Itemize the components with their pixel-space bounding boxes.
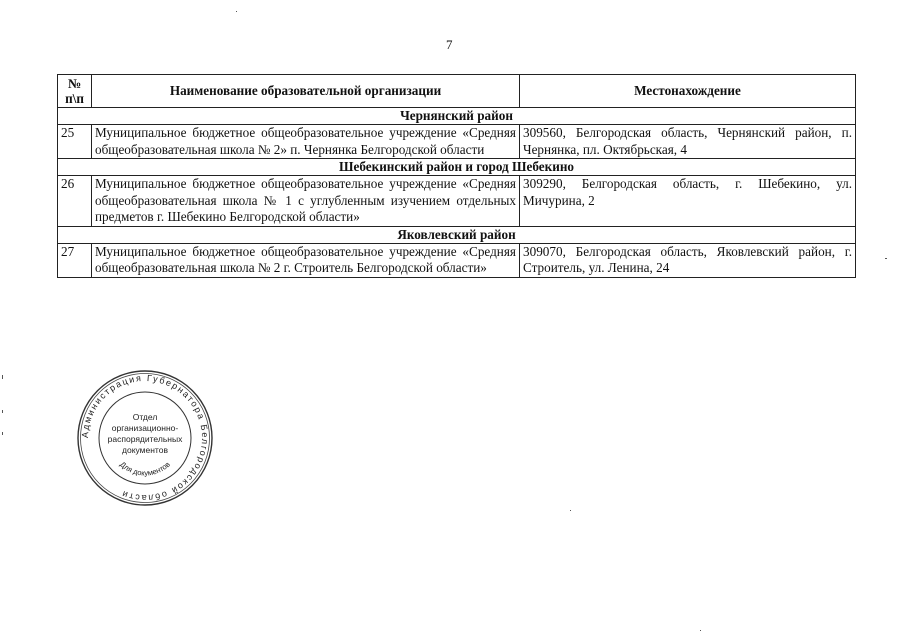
stamp-bottom-text: Для документов bbox=[118, 459, 172, 478]
header-number-line2: п\п bbox=[65, 91, 84, 106]
header-number-line1: № bbox=[67, 76, 82, 91]
organization-location: 309290, Белгородская область, г. Шебекино, ул. Мичурина, 2 bbox=[520, 176, 856, 227]
scan-speck bbox=[885, 258, 887, 259]
organization-location: 309070, Белгородская область, Яковлевский район, г. Строитель, ул. Ленина, 24 bbox=[520, 243, 856, 277]
header-number bbox=[58, 75, 92, 108]
district-name: Шебекинский район и город Шебекино bbox=[58, 159, 856, 176]
row-number: 26 bbox=[58, 176, 92, 227]
district-row bbox=[58, 226, 856, 243]
row-number: 25 bbox=[58, 125, 92, 159]
district-row bbox=[58, 159, 856, 176]
scan-speck bbox=[2, 410, 3, 413]
stamp-inner-line: организационно- bbox=[111, 423, 179, 433]
page-number: 7 bbox=[446, 37, 453, 52]
district-name: Яковлевский район bbox=[58, 226, 856, 243]
scan-speck bbox=[2, 375, 3, 379]
table-row bbox=[58, 125, 856, 159]
table-row bbox=[58, 176, 856, 227]
stamp-inner-line: распорядительных bbox=[107, 434, 183, 444]
scan-speck bbox=[2, 432, 3, 435]
organizations-table bbox=[57, 74, 856, 278]
header-organization-name: Наименование образовательной организации bbox=[92, 75, 520, 108]
header-location: Местонахождение bbox=[520, 75, 856, 108]
official-stamp bbox=[75, 368, 215, 508]
scan-speck bbox=[700, 630, 701, 631]
organization-name: Муниципальное бюджетное общеобразовательное учреждение «Средняя общеобразовательная школа № 2» п. Чернянка Белгородской области bbox=[92, 125, 520, 159]
organization-location: 309560, Белгородская область, Чернянский район, п. Чернянка, пл. Октябрьская, 4 bbox=[520, 125, 856, 159]
table-header-row bbox=[58, 75, 856, 108]
district-row bbox=[58, 108, 856, 125]
table-row bbox=[58, 243, 856, 277]
stamp-outer-text: Администрация Губернатора Белгородской области bbox=[79, 372, 211, 504]
organization-name: Муниципальное бюджетное общеобразовательное учреждение «Средняя общеобразовательная школа № 1 с углубленным изучением отдельных предметов г. Шебекино Белгородской области» bbox=[92, 176, 520, 227]
scan-speck bbox=[570, 510, 571, 511]
scan-speck bbox=[236, 11, 237, 12]
stamp-inner-line: документов bbox=[122, 445, 168, 455]
row-number: 27 bbox=[58, 243, 92, 277]
stamp-inner-line: Отдел bbox=[132, 412, 158, 422]
district-name: Чернянский район bbox=[58, 108, 856, 125]
organization-name: Муниципальное бюджетное общеобразовательное учреждение «Средняя общеобразовательная школа № 2 г. Строитель Белгородской области» bbox=[92, 243, 520, 277]
